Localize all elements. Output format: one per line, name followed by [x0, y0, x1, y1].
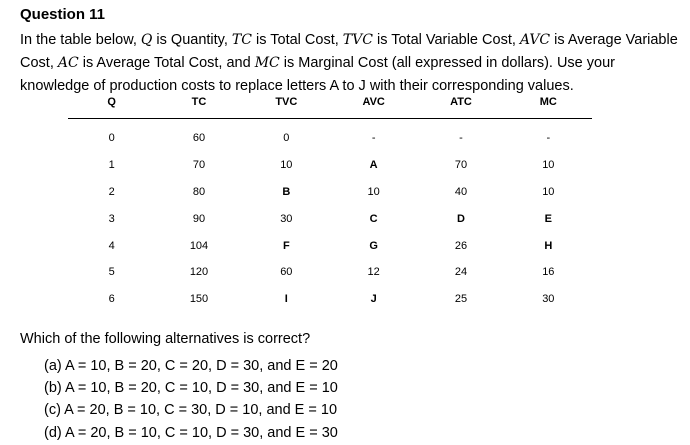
var-avc: AVC — [519, 32, 551, 48]
cost-table — [68, 96, 592, 313]
table-row — [68, 286, 592, 313]
intro-text: is Total Variable Cost, — [372, 32, 520, 48]
option-c: (c) A = 20, B = 10, C = 30, D = 10, and E = 10 — [44, 402, 338, 419]
header-tc: TC — [155, 96, 242, 119]
table-cell: - — [371, 132, 376, 145]
unknown-cell-b: B — [282, 185, 291, 198]
table-cell: 5 — [108, 266, 115, 279]
answer-options — [44, 355, 338, 444]
question-prompt: Which of the following alternatives is correct? — [20, 331, 311, 347]
table-cell: 2 — [108, 185, 115, 198]
table-row — [68, 259, 592, 286]
table-cell: 30 — [280, 212, 293, 225]
table-cell: 1 — [108, 159, 115, 172]
table-cell: 10 — [542, 159, 555, 172]
table-cell: - — [459, 132, 463, 145]
table-row — [68, 152, 592, 179]
intro-text: In the table below, — [20, 32, 141, 48]
table-cell: 40 — [454, 185, 468, 198]
table-cell: 90 — [192, 212, 206, 225]
var-tvc: TVC — [342, 32, 373, 48]
header-atc: ATC — [417, 96, 504, 119]
unknown-cell-c: C — [369, 212, 378, 225]
header-q: Q — [68, 96, 155, 119]
unknown-cell-h: H — [544, 239, 553, 252]
table-row — [68, 179, 592, 206]
table-row — [68, 119, 592, 152]
table-cell: 70 — [454, 159, 468, 172]
table-row — [68, 232, 592, 259]
unknown-cell-a: A — [369, 159, 378, 172]
table-cell: 26 — [454, 239, 468, 252]
table-cell: 60 — [280, 266, 293, 279]
option-b: (b) A = 10, B = 20, C = 10, D = 30, and E = 10 — [44, 380, 338, 397]
table-cell: 10 — [280, 159, 293, 172]
table-cell: 4 — [108, 239, 115, 252]
table-cell: 24 — [454, 266, 468, 279]
table-cell: 10 — [367, 185, 380, 198]
intro-text: is Average Variable Cost, — [20, 32, 678, 71]
intro-text: is Marginal Cost (all expressed in dollars). Use your knowledge of production costs to replace letters A to J with their corresponding values. — [20, 55, 615, 94]
option-d: (d) A = 20, B = 10, C = 10, D = 30, and E = 30 — [44, 424, 338, 441]
unknown-cell-j: J — [370, 293, 377, 306]
table-cell: 104 — [189, 239, 209, 252]
table-row — [68, 205, 592, 232]
var-tc: TC — [231, 32, 252, 48]
unknown-cell-f: F — [282, 239, 290, 252]
var-q: Q — [140, 32, 153, 48]
table-cell: 6 — [108, 293, 115, 306]
header-mc: MC — [505, 96, 592, 119]
question-intro — [20, 29, 680, 98]
header-avc: AVC — [330, 96, 417, 119]
unknown-cell-d: D — [457, 212, 465, 225]
table-cell: 16 — [542, 266, 555, 279]
option-a: (a) A = 10, B = 20, C = 20, D = 30, and E = 20 — [44, 358, 338, 374]
unknown-cell-g: G — [369, 239, 378, 252]
table-cell: 12 — [367, 266, 380, 279]
table-header-row — [68, 96, 592, 119]
table-cell: 80 — [192, 185, 206, 198]
intro-text: is Total Cost, — [251, 32, 343, 48]
unknown-cell-e: E — [544, 212, 552, 225]
intro-text: is Quantity, — [152, 32, 232, 48]
var-ac: AC — [57, 55, 79, 71]
table-cell: 60 — [192, 132, 206, 145]
var-mc: MC — [254, 55, 280, 71]
table-cell: 120 — [189, 266, 209, 279]
table-cell: 150 — [189, 293, 209, 306]
table-cell: - — [546, 132, 551, 145]
table-cell: 25 — [454, 293, 468, 306]
table-cell: 70 — [192, 159, 206, 172]
table-cell: 0 — [283, 132, 290, 145]
table-cell: 0 — [108, 132, 115, 145]
question-heading: Question 11 — [20, 6, 106, 23]
table-cell: 30 — [542, 293, 555, 306]
intro-text: is Average Total Cost, and — [78, 55, 255, 71]
table-cell: 3 — [108, 212, 115, 225]
header-tvc: TVC — [243, 96, 330, 119]
table-cell: 10 — [542, 185, 555, 198]
unknown-cell-i: I — [284, 293, 288, 306]
